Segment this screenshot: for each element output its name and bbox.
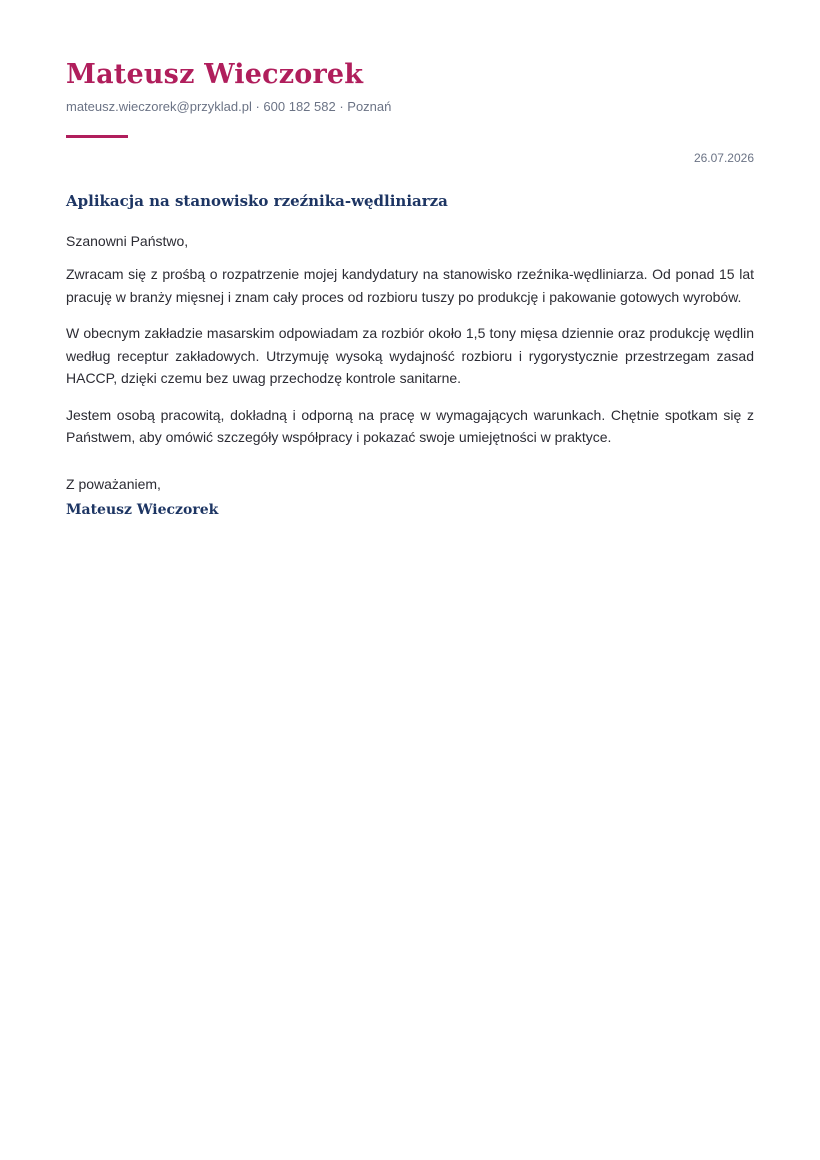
body-paragraph-2: W obecnym zakładzie masarskim odpowiadam za rozbiór około 1,5 tony mięsa dziennie oraz produkcję wędlin według receptur zakładowych. Utrzymuję wysoką wydajność rozbioru i rygorystycznie przestrzegam zasad HACCP, dzięki czemu bez uwag przechodzę kontrole sanitarne. (66, 325, 754, 386)
body-paragraph-1: Zwracam się z prośbą o rozpatrzenie mojej kandydatury na stanowisko rzeźnika-wędliniarza. Od ponad 15 lat pracuję w branży mięsnej i znam cały proces od rozbioru tuszy po produkcję i pakowanie gotowych wyrobów. (66, 266, 754, 305)
cover-letter-page (66, 56, 754, 521)
contact-line: mateusz.wieczorek@przyklad.pl · 600 182 582 · Poznań (66, 99, 392, 114)
closing-line: Z poważaniem, (66, 475, 161, 492)
accent-divider (66, 135, 128, 138)
letter-subject: Aplikacja na stanowisko rzeźnika-wędliniarza (66, 192, 448, 210)
salutation: Szanowni Państwo, (66, 233, 189, 249)
signature-name: Mateusz Wieczorek (66, 501, 219, 518)
applicant-name: Mateusz Wieczorek (66, 59, 364, 90)
body-paragraph-3: Jestem osobą pracowitą, dokładną i odporną na pracę w wymagających warunkach. Chętnie spotkam się z Państwem, aby omówić szczegóły współpracy i pokazać swoje umiejętności w praktyce. (66, 406, 754, 445)
letter-date: 26.07.2026 (693, 151, 754, 165)
